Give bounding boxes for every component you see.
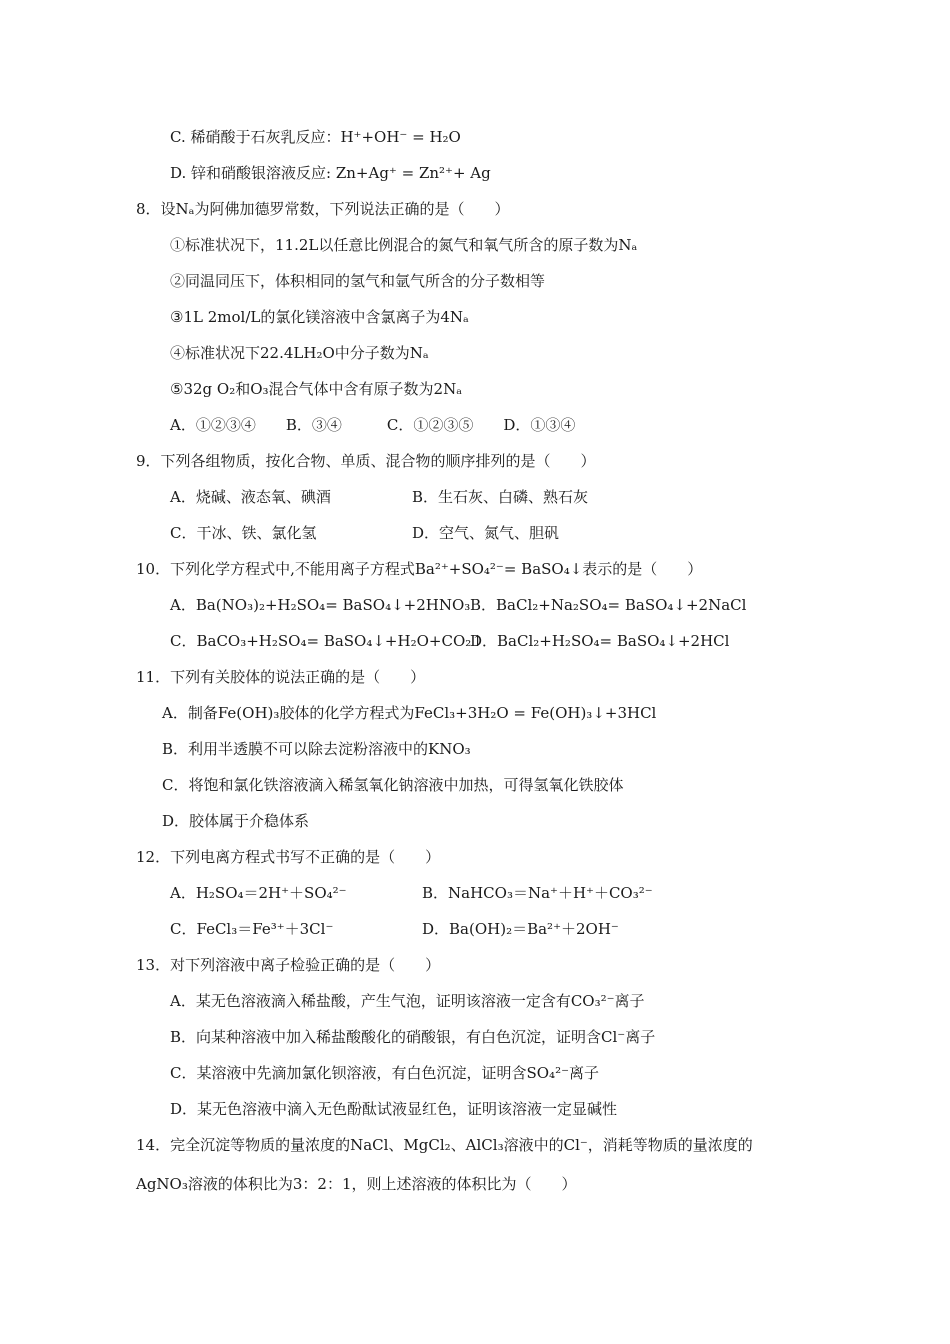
q10-option-a: A．Ba(NO₃)₂+H₂SO₄= BaSO₄↓+2HNO₃ bbox=[170, 596, 471, 614]
q12-stem: 12．下列电离方程式书写不正确的是（ ） bbox=[136, 848, 441, 866]
q13-option-b: B．向某种溶液中加入稀盐酸酸化的硝酸银，有白色沉淀，证明含Cl⁻离子 bbox=[170, 1028, 656, 1046]
q8-statement-1: ①标准状况下，11.2L以任意比例混合的氮气和氧气所含的原子数为Nₐ bbox=[170, 236, 638, 254]
q8-options: A．①②③④ B．③④ C．①②③⑤ D．①③④ bbox=[170, 416, 576, 434]
q13-option-d: D．某无色溶液中滴入无色酚酞试液显红色，证明该溶液一定显碱性 bbox=[170, 1100, 618, 1118]
q11-option-c: C．将饱和氯化铁溶液滴入稀氢氧化钠溶液中加热，可得氢氧化铁胶体 bbox=[162, 776, 624, 794]
q9-stem: 9．下列各组物质，按化合物、单质、混合物的顺序排列的是（ ） bbox=[136, 452, 596, 470]
q8-statement-3: ③1L 2mol/L的氯化镁溶液中含氯离子为4Nₐ bbox=[170, 308, 469, 326]
q13-option-c: C．某溶液中先滴加氯化钡溶液，有白色沉淀，证明含SO₄²⁻离子 bbox=[170, 1064, 599, 1082]
q12-option-c: C．FeCl₃＝Fe³⁺＋3Cl⁻ bbox=[170, 920, 334, 938]
q7-option-d: D. 锌和硝酸银溶液反应: Zn+Ag⁺ = Zn²⁺+ Ag bbox=[170, 164, 491, 182]
q8-statement-5: ⑤32g O₂和O₃混合气体中含有原子数为2Nₐ bbox=[170, 380, 462, 398]
q13-option-a: A．某无色溶液滴入稀盐酸，产生气泡，证明该溶液一定含有CO₃²⁻离子 bbox=[170, 992, 645, 1010]
q12-option-a: A．H₂SO₄＝2H⁺＋SO₄²⁻ bbox=[170, 884, 347, 902]
q9-option-d: D．空气、氮气、胆矾 bbox=[412, 524, 560, 542]
q12-option-b: B．NaHCO₃＝Na⁺＋H⁺＋CO₃²⁻ bbox=[422, 884, 653, 902]
q11-option-a: A．制备Fe(OH)₃胶体的化学方程式为FeCl₃+3H₂O = Fe(OH)₃↓+3HCl bbox=[162, 704, 657, 722]
q13-stem: 13．对下列溶液中离子检验正确的是（ ） bbox=[136, 956, 441, 974]
q12-option-d: D．Ba(OH)₂＝Ba²⁺＋2OH⁻ bbox=[422, 920, 619, 938]
q7-option-c: C. 稀硝酸于石灰乳反应：H⁺+OH⁻ = H₂O bbox=[170, 128, 461, 146]
q10-option-d: D．BaCl₂+H₂SO₄= BaSO₄↓+2HCl bbox=[470, 632, 730, 650]
q14-stem-line-1: 14．完全沉淀等物质的量浓度的NaCl、MgCl₂、AlCl₃溶液中的Cl⁻，消耗等物质的量浓度的 bbox=[136, 1136, 753, 1154]
q9-option-b: B．生石灰、白磷、熟石灰 bbox=[412, 488, 589, 506]
q8-statement-2: ②同温同压下，体积相同的氢气和氩气所含的分子数相等 bbox=[170, 272, 546, 290]
q10-stem: 10．下列化学方程式中,不能用离子方程式Ba²⁺+SO₄²⁻= BaSO₄↓表示的是（ ） bbox=[136, 560, 703, 578]
q8-statement-4: ④标准状况下22.4LH₂O中分子数为Nₐ bbox=[170, 344, 429, 362]
q10-option-b: B．BaCl₂+Na₂SO₄= BaSO₄↓+2NaCl bbox=[470, 596, 747, 614]
q8-stem: 8．设Nₐ为阿佛加德罗常数，下列说法正确的是（ ） bbox=[136, 200, 510, 218]
q14-stem-line-2: AgNO₃溶液的体积比为3：2：1，则上述溶液的体积比为（ ） bbox=[136, 1175, 577, 1193]
q10-option-c: C．BaCO₃+H₂SO₄= BaSO₄↓+H₂O+CO₂↑ bbox=[170, 632, 484, 650]
q11-option-b: B．利用半透膜不可以除去淀粉溶液中的KNO₃ bbox=[162, 740, 471, 758]
q11-stem: 11．下列有关胶体的说法正确的是（ ） bbox=[136, 668, 426, 686]
q9-option-a: A．烧碱、液态氧、碘酒 bbox=[170, 488, 331, 506]
q11-option-d: D．胶体属于介稳体系 bbox=[162, 812, 310, 830]
q9-option-c: C．干冰、铁、氯化氢 bbox=[170, 524, 317, 542]
